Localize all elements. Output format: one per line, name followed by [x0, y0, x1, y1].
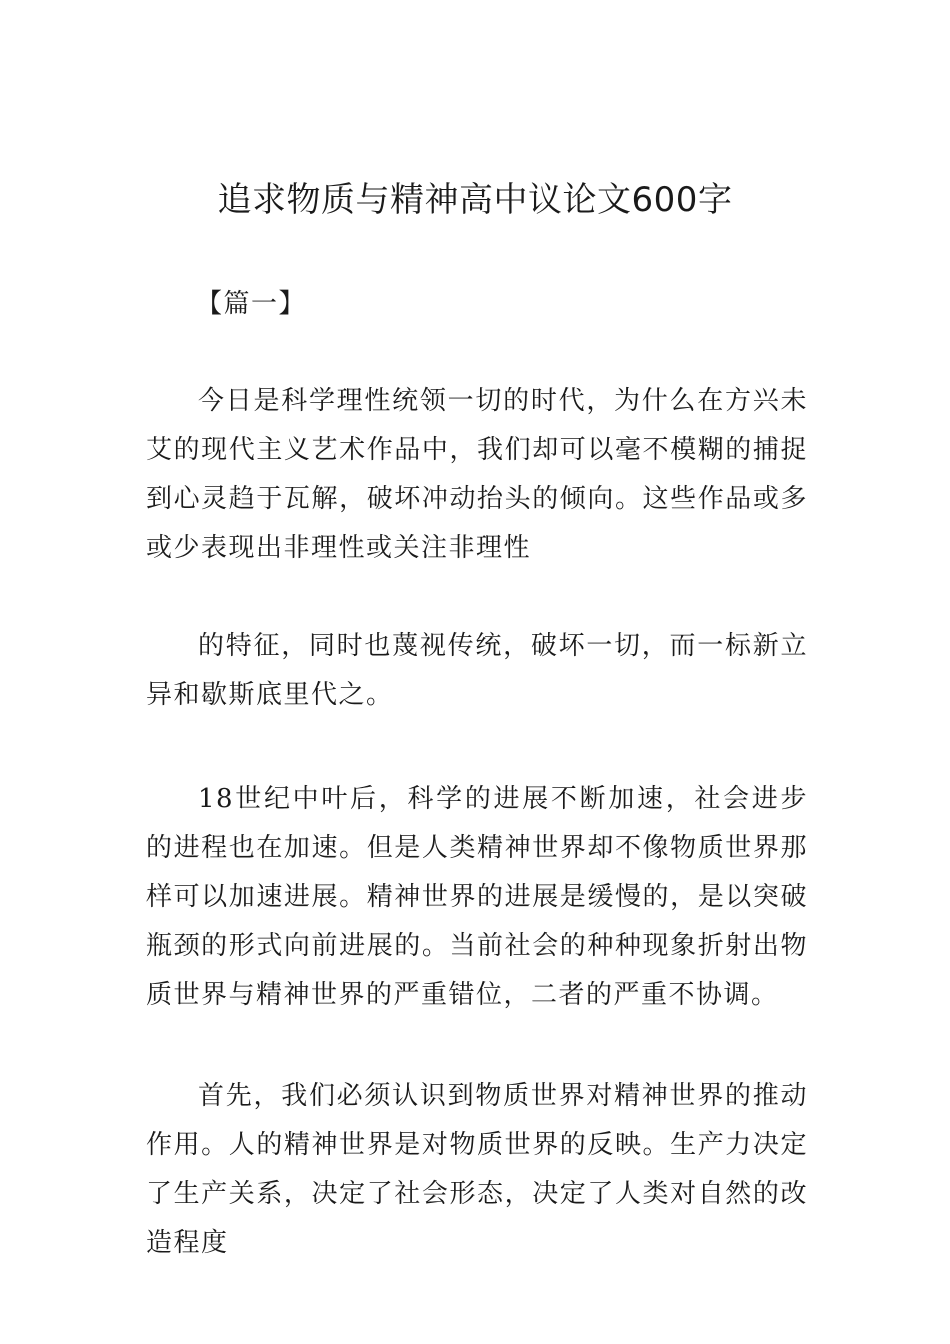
paragraph-1: 今日是科学理性统领一切的时代，为什么在方兴未艾的现代主义艺术作品中，我们却可以毫不模糊的捕捉到心灵趋于瓦解，破坏冲动抬头的倾向。这些作品或多或少表现出非理性或关注非理性	[146, 386, 808, 563]
section-label: 【篇一】	[196, 289, 307, 319]
paragraph-2: 的特征，同时也蔑视传统，破坏一切，而一标新立异和歇斯底里代之。	[146, 631, 808, 710]
paragraph-4: 首先，我们必须认识到物质世界对精神世界的推动作用。人的精神世界是对物质世界的反映。生产力决定了生产关系，决定了社会形态，决定了人类对自然的改造程度	[146, 1081, 808, 1258]
paragraph-3: 18世纪中叶后，科学的进展不断加速，社会进步的进程也在加速。但是人类精神世界却不像物质世界那样可以加速进展。精神世界的进展是缓慢的，是以突破瓶颈的形式向前进展的。当前社会的种种现象折射出物质世界与精神世界的严重错位，二者的严重不协调。	[146, 784, 808, 1010]
document-title: 追求物质与精神高中议论文600字	[217, 180, 733, 220]
